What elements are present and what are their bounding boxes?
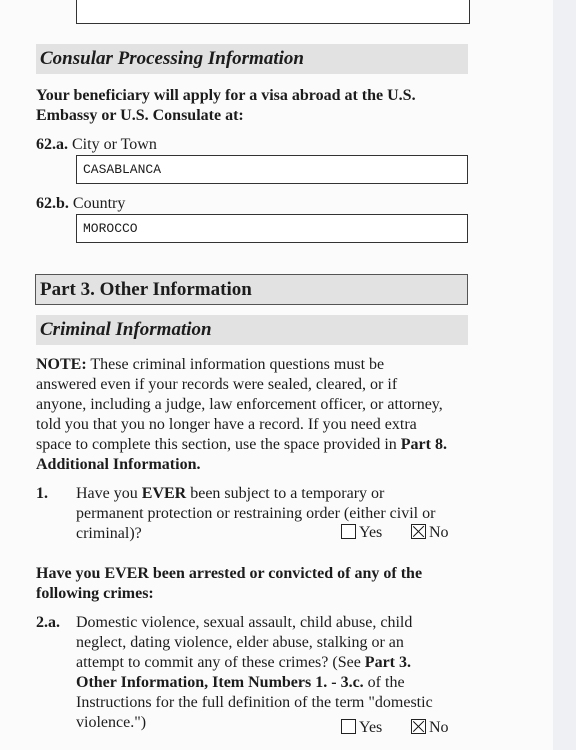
q2a-no-checkbox[interactable] [411, 719, 426, 734]
q2a-no-label: No [429, 719, 449, 736]
q2a-line3 [76, 653, 411, 673]
consular-intro-line1: Your beneficiary will apply for a visa abroad at the U.S. [36, 87, 416, 104]
city-label: City or Town [72, 136, 157, 153]
q1-no-checkbox[interactable] [411, 524, 426, 539]
q1-line1 [76, 484, 384, 504]
q2a-line1: Domestic violence, sexual assault, child abuse, child [76, 614, 413, 631]
q2a-line6: violence.") [76, 714, 147, 731]
q2a-no-option[interactable] [411, 719, 449, 737]
arrest-question-line1: Have you EVER been arrested or convicted of any of the [36, 565, 423, 582]
page-edge-background [553, 0, 576, 750]
q2a-number: 2.a. [36, 614, 60, 631]
note-line5 [36, 435, 447, 455]
q2a-line5: Instructions for the full definition of the term "domestic [76, 694, 433, 711]
note-line2: answered even if your records were sealed, cleared, or if [36, 376, 398, 393]
q2a-line4 [76, 673, 405, 693]
city-field[interactable]: CASABLANCA [76, 155, 468, 184]
country-label: Country [72, 195, 126, 212]
city-item [36, 135, 157, 155]
q1-no-option[interactable] [411, 524, 449, 542]
q2a-yes-option[interactable] [341, 719, 382, 737]
q2a-yes-label: Yes [359, 719, 383, 736]
note-line4: told you that you no longer have a record. If you need extra [36, 416, 417, 433]
note-line6: Additional Information. [36, 456, 201, 473]
note-line5-text: space to complete this section, use the space provided in [36, 436, 397, 453]
q2a-line2: neglect, dating violence, elder abuse, stalking or an [76, 634, 404, 651]
consular-section-heading: Consular Processing Information [36, 44, 468, 74]
q1-yes-checkbox[interactable] [341, 524, 356, 539]
q2a-yes-checkbox[interactable] [341, 719, 356, 734]
q1-yes-option[interactable] [341, 524, 382, 542]
note-label: NOTE: [36, 356, 87, 373]
q1-no-label: No [429, 524, 449, 541]
note-line3: anyone, including a judge, law enforcement officer, or attorney, [36, 396, 443, 413]
q2a-line4-text: of the [367, 674, 405, 691]
part3-heading: Part 3. Other Information [35, 274, 468, 305]
city-item-number: 62.a. [36, 136, 68, 153]
country-field[interactable]: MOROCCO [76, 214, 468, 243]
criminal-section-heading: Criminal Information [36, 315, 468, 345]
q1-yes-label: Yes [359, 524, 383, 541]
q2a-item-ref: Other Information, Item Numbers 1. - 3.c. [76, 674, 364, 691]
previous-field-box[interactable] [76, 0, 470, 24]
q1-line3: criminal)? [76, 525, 142, 542]
q1-ever: EVER [141, 485, 187, 502]
q1-line2: permanent protection or restraining order (either civil or [76, 505, 436, 522]
country-item [36, 194, 125, 214]
q2a-part3-ref: Part 3. [364, 654, 411, 671]
q1-number: 1. [36, 485, 48, 502]
consular-intro-line2: Embassy or U.S. Consulate at: [36, 107, 244, 124]
arrest-question-line2: following crimes: [36, 585, 154, 602]
note-line1-text: These criminal information questions must be [90, 356, 385, 373]
country-item-number: 62.b. [36, 195, 69, 212]
q1-line1-pre: Have you [76, 485, 138, 502]
q2a-line3-text: attempt to commit any of these crimes? (See [76, 654, 361, 671]
q1-line1-post: been subject to a temporary or [190, 485, 385, 502]
note-part8-ref: Part 8. [400, 436, 447, 453]
note-line1 [36, 355, 384, 375]
